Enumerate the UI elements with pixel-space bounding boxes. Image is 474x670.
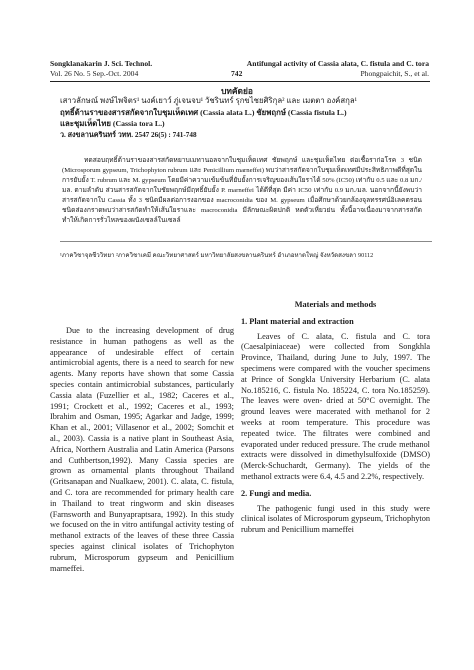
thai-affiliation: ¹ภาควิชาจุลชีววิทยา ²ภาควิชาเคมี คณะวิทยาศาสตร์ มหาวิทยาลัยสงขลานครินทร์ อำเภอหาดใหญ่ จังหวัดสงขลา 90112 (60, 252, 374, 259)
body-paragraph: Leaves of C. alata, C. fistula and C. tora (Caesalpiniaceae) were collected from Songkhla Province, Thailand, during June to July, 1997. The specimens were compared with the voucher specimens at Prince of Songkla University Herbarium (C. alata No.185216, C. fistula No. 185224, C. tora No.185259). The leaves were oven- dried at 50°C overnight. The ground leaves were macerated with methanol for 2 weeks at room temperature. This procedure was repeated twice. The filtrates were combined and evaporated under reduced pressure. The crude methanol extracts were dissolved in dimethylsulfoxide (DMSO) (Merck-Schuchardt, Germany). The yields of the methanol extracts were 6.4, 4.5 and 2.2%, respectively. (241, 331, 430, 481)
thai-title-line1: ฤทธิ์ต้านราของสารสกัดจากใบชุมเห็ดเทศ (Cassia alata L.) ชัยพฤกษ์ (Cassia fistula L.) (60, 108, 347, 117)
running-author: Phongpaichit, S., et al. (360, 69, 429, 78)
journal-name: Songklanakarin J. Sci. Technol. (50, 59, 153, 68)
thai-citation: ว. สงขลานครินทร์ วทท. 2547 26(5) : 741-748 (60, 131, 197, 139)
page-number: 742 (231, 69, 243, 78)
materials-methods-column (241, 300, 430, 542)
affiliation-rule (60, 241, 432, 242)
journal-issue: Vol. 26 No. 5 Sep.-Oct. 2004 (50, 69, 139, 78)
subsection-heading: 2. Fungi and media. (241, 488, 312, 498)
thai-authors: เสาวลักษณ์ พงษ์ไพจิตร¹ นงค์เยาว์ ภู่เจนจบ¹ วัชรินทร์ รุกขไชยศิริกุล² และ เมตตา องค์สกุล¹ (60, 96, 357, 105)
thai-abstract-body: ทดสอบฤทธิ์ต้านราของสารสกัดหยาบเมทานอลจากใบชุมเห็ดเทศ ชัยพฤกษ์ และชุมเห็ดไทย ต่อเชื้อราก่อโรค 3 ชนิด (Microsporum gypseum, Trichophyton rubrum และ Penicillium marneffei) พบว่าสารสกัดจากใบชุมเห็ดเทศมีประสิทธิภาพดีที่สุดในการยับยั้ง T. rubrum และ M. gypseum โดยมีค่าความเข้มข้นที่ยับยั้งการเจริญของเส้นใยราได้ 50% (IC50) เท่ากับ 0.5 และ 0.8 มก./มล. ตามลำดับ ส่วนสารสกัดจากใบชัยพฤกษ์มีฤทธิ์ยับยั้ง P. marneffei ได้ดีที่สุด มีค่า IC50 เท่ากับ 0.9 มก./มล. นอกจากนี้ยังพบว่าสารสกัดจากใบ Cassia ทั้ง 3 ชนิดมีผลต่อการงอกของ macroconidia ของ M. gypseum เมื่อศึกษาด้วยกล้องจุลทรรศน์อิเลคตรอนชนิดส่องกราดพบว่าสารสกัดทำให้เส้นใยราและ macroconidia มีลักษณะผิดปกติ หดตัวเหี่ยวย่น ทั้งนี้อาจเนื่องมาจากสารสกัดทำให้เกิดการรั่วไหลของผนังเซลล์ในเซลล์ (62, 157, 422, 224)
thai-title-line2: และชุมเห็ดไทย (Cassia tora L.) (60, 119, 165, 128)
header-rule (50, 81, 430, 82)
subsection-heading: 1. Plant material and extraction (241, 316, 354, 326)
thai-abstract-heading: บทคัดย่อ (221, 87, 253, 96)
section-heading: Materials and methods (294, 300, 377, 309)
body-paragraph: The pathogenic fungi used in this study were clinical isolates of Microsporum gypseum, Trichophyton rubrum and Penicillium marneffei (241, 503, 430, 535)
introduction-paragraph: Due to the increasing development of drug resistance in human pathogens as well as the appearance of undesirable effect of certain antimicrobial agents, there is a need to search for new agents. Many reports have shown that some Cassia species contain antimicrobial substances, particularly Cassia alata (Fuzellier et al., 1982; Caceres et al., 1991; Crockett et al., 1992; Caceres et al., 1993; Ibrahim and Osman, 1995; Agarkar and Jadge, 1999; Khan et al., 2001; Villasenor et al., 2002; Somchit et al., 2003). Cassia is a native plant in Southeast Asia, Africa, Northern Australia and Latin America (Parsons and Cuthbertson,1992). Many Cassia species are grown as ornamental plants throughout Thailand (Gritsanapan and Nualkaew, 2001). C. alata, C. fistula, and C. tora are recommended for primary health care in Thailand to treat ringworm and skin diseases (Farnsworth and Bunyapraptsara, 1992). In this study we focused on the in vitro antifungal activity testing of methanol extracts of the leaves of these three Cassia species against clinical isolates of Trichophyton rubrum, Microsporum gypseum and Penicillium marneffei. (50, 326, 234, 573)
running-title: Antifungal activity of Cassia alata, C. fistula and C. tora (246, 59, 429, 68)
